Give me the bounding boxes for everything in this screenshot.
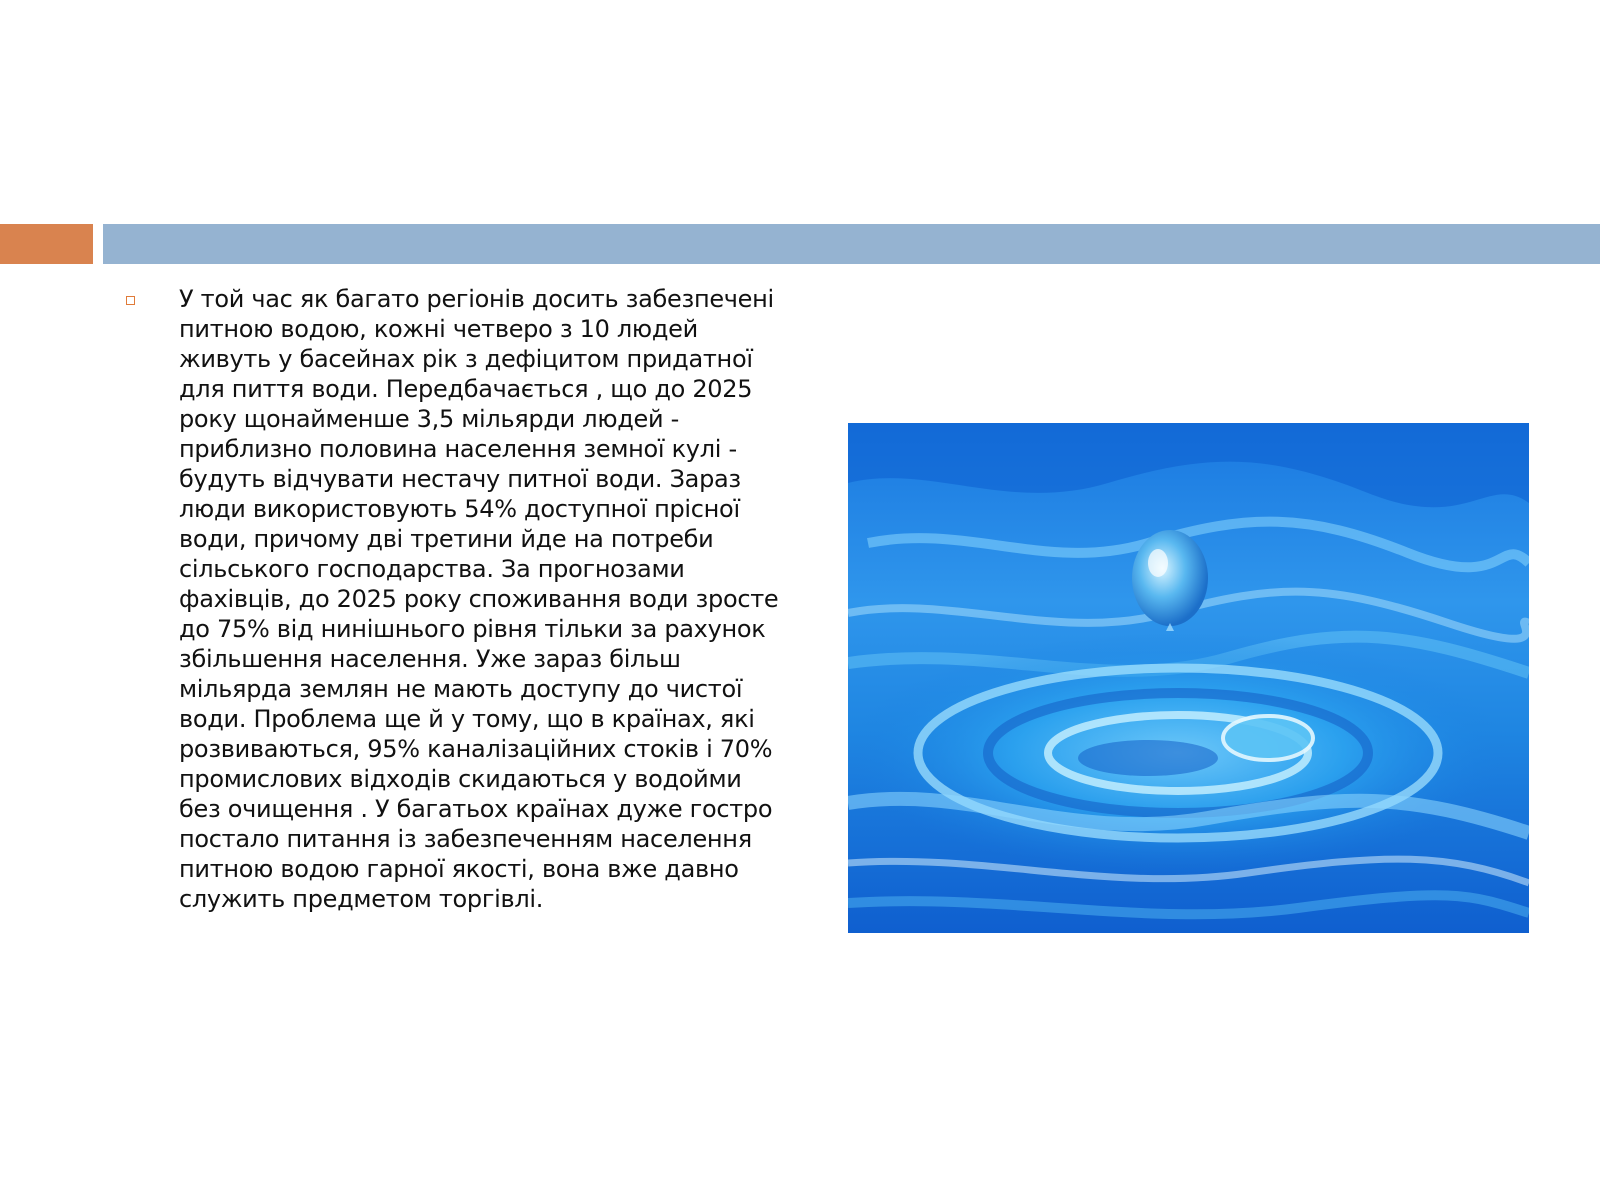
hollow-square-icon [126, 296, 135, 305]
accent-bar [0, 224, 93, 264]
water-drop-photo [848, 423, 1529, 933]
header-bar [103, 224, 1600, 264]
body-text: У той час як багато регіонів досить забезпечені питною водою, кожні четверо з 10 людей живуть у басейнах рік з дефіцитом придатної для пиття води. Передбачається , що до 2025 року щонайменше 3,5 мільярди людей - приблизно половина населення земної кулі - будуть відчувати нестачу питної води. Зараз люди використовують 54% доступної прісної води, причому дві третини йде на потреби сільського господарства. За прогнозами фахівців, до 2025 року споживання води зросте до 75% від нинішнього рівня тільки за рахунок збільшення населення. Уже зараз більш мільярда землян не мають доступу до чистої води. Проблема ще й у тому, що в країнах, які розвиваються, 95% каналізаційних стоків і 70% промислових відходів скидаються у водойми без очищення . У багатьох країнах дуже гостро постало питання із забезпеченням населення питною водою гарної якості, вона вже давно служить предметом торгівлі. [179, 285, 779, 913]
